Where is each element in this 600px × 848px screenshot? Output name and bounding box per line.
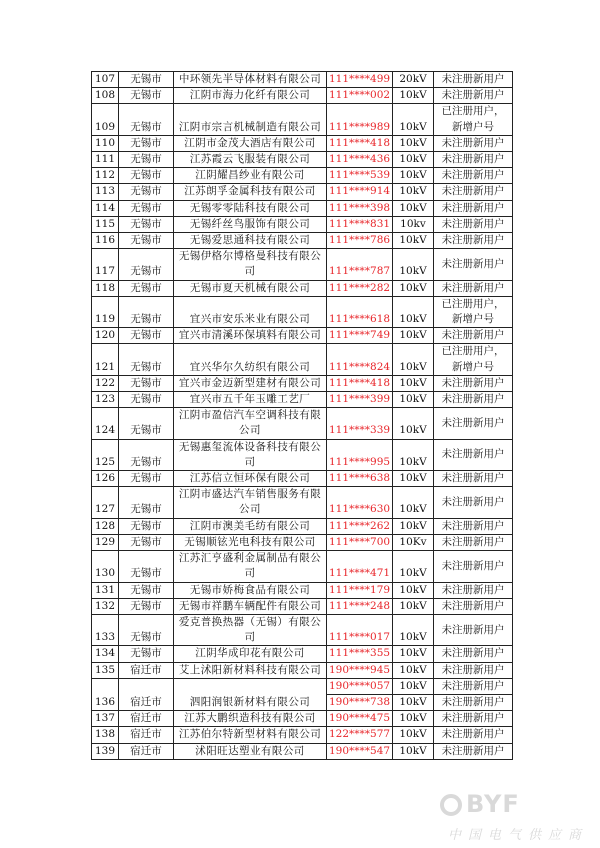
table-row (92, 216, 513, 232)
table-row (92, 168, 513, 184)
table-row (92, 534, 513, 550)
city-cell: 宿迁市 (119, 743, 174, 759)
phone-cell: 111****749 (327, 328, 393, 344)
company-name-cell: 无锡惠玺流体设备科技有限公司 (174, 439, 327, 470)
voltage-cell: 10kV (393, 614, 434, 645)
row-number: 134 (92, 646, 119, 662)
company-name-cell: 中环领先半导体材料有限公司 (174, 72, 327, 88)
row-number: 137 (92, 711, 119, 727)
company-name-cell: 江阴华成印花有限公司 (174, 646, 327, 662)
city-cell: 无锡市 (119, 296, 174, 327)
phone-cell: 111****418 (327, 135, 393, 151)
status-cell: 未注册新用户 (434, 200, 513, 216)
company-name-cell: 江阴市海力化纤有限公司 (174, 88, 327, 104)
voltage-cell: 10kV (393, 152, 434, 168)
row-number: 121 (92, 344, 119, 375)
city-cell: 无锡市 (119, 184, 174, 200)
row-number: 131 (92, 582, 119, 598)
status-cell: 未注册新用户 (434, 216, 513, 232)
table-row (92, 249, 513, 280)
city-cell: 无锡市 (119, 104, 174, 135)
phone-cell: 111****989 (327, 104, 393, 135)
status-cell: 未注册新用户 (434, 598, 513, 614)
city-cell: 无锡市 (119, 280, 174, 296)
company-name-cell: 宜兴市五千年玉雕工艺厂 (174, 392, 327, 408)
status-cell: 未注册新用户 (434, 694, 513, 710)
company-name-cell: 江苏信立恒环保有限公司 (174, 471, 327, 487)
city-cell: 无锡市 (119, 518, 174, 534)
city-cell: 无锡市 (119, 646, 174, 662)
status-cell: 未注册新用户 (434, 88, 513, 104)
city-cell: 无锡市 (119, 551, 174, 582)
status-cell: 未注册新用户 (434, 152, 513, 168)
status-cell: 未注册新用户 (434, 646, 513, 662)
city-cell: 无锡市 (119, 614, 174, 645)
table-row (92, 646, 513, 662)
voltage-cell: 10kV (393, 344, 434, 375)
row-number: 116 (92, 233, 119, 249)
status-cell: 已注册用户， 新增户号 (434, 296, 513, 327)
company-name-cell: 江苏伯尔特新型材料有限公司 (174, 727, 327, 743)
status-cell: 已注册用户， 新增户号 (434, 104, 513, 135)
table-row (92, 598, 513, 614)
table-row (92, 200, 513, 216)
voltage-cell: 10kV (393, 168, 434, 184)
row-number: 117 (92, 249, 119, 280)
table-row (92, 328, 513, 344)
phone-cell: 111****786 (327, 233, 393, 249)
voltage-cell: 10kV (393, 646, 434, 662)
row-number: 135 (92, 662, 119, 678)
table-row (92, 280, 513, 296)
status-cell: 未注册新用户 (434, 662, 513, 678)
phone-cell: 111****638 (327, 471, 393, 487)
voltage-cell: 10kV (393, 662, 434, 678)
status-cell: 未注册新用户 (434, 487, 513, 518)
city-cell: 宿迁市 (119, 678, 174, 710)
phone-cell: 111****831 (327, 216, 393, 232)
customer-table (91, 71, 513, 760)
voltage-cell: 10kV (393, 439, 434, 470)
voltage-cell: 10Kv (393, 534, 434, 550)
table-row (92, 487, 513, 518)
table-row (92, 72, 513, 88)
voltage-cell: 10kV (393, 135, 434, 151)
table-row (92, 152, 513, 168)
byf-logo-icon: BYF (440, 790, 520, 818)
city-cell: 无锡市 (119, 534, 174, 550)
status-cell: 未注册新用户 (434, 375, 513, 391)
company-name-cell: 沭阳旺达塑业有限公司 (174, 743, 327, 759)
watermark-tagline: 中国电气供应商 (448, 828, 589, 843)
city-cell: 宿迁市 (119, 662, 174, 678)
city-cell: 无锡市 (119, 392, 174, 408)
table-row (92, 344, 513, 375)
row-number: 123 (92, 392, 119, 408)
company-name-cell: 无锡顺铉光电科技有限公司 (174, 534, 327, 550)
table-row (92, 392, 513, 408)
city-cell: 无锡市 (119, 233, 174, 249)
city-cell: 无锡市 (119, 328, 174, 344)
table-row (92, 678, 513, 694)
row-number: 138 (92, 727, 119, 743)
company-name-cell: 宜兴市金迈新型建材有限公司 (174, 375, 327, 391)
row-number: 124 (92, 408, 119, 439)
company-name-cell: 江苏霞云飞服装有限公司 (174, 152, 327, 168)
status-cell: 未注册新用户 (434, 184, 513, 200)
row-number: 128 (92, 518, 119, 534)
status-cell: 未注册新用户 (434, 233, 513, 249)
voltage-cell: 10kV (393, 249, 434, 280)
status-cell: 未注册新用户 (434, 711, 513, 727)
city-cell: 无锡市 (119, 200, 174, 216)
table-row (92, 375, 513, 391)
phone-cell: 111****914 (327, 184, 393, 200)
table-row (92, 518, 513, 534)
voltage-cell: 10kV (393, 200, 434, 216)
row-number: 114 (92, 200, 119, 216)
phone-cell: 111****539 (327, 168, 393, 184)
phone-cell: 111****700 (327, 534, 393, 550)
row-number: 109 (92, 104, 119, 135)
voltage-cell: 10kV (393, 551, 434, 582)
voltage-cell: 10kV (393, 296, 434, 327)
company-name-cell: 无锡市娇梅食品有限公司 (174, 582, 327, 598)
voltage-cell: 10kV (393, 408, 434, 439)
voltage-cell: 10kV (393, 375, 434, 391)
row-number: 133 (92, 614, 119, 645)
voltage-cell: 10kV (393, 471, 434, 487)
voltage-cell: 10kV (393, 328, 434, 344)
status-cell: 未注册新用户 (434, 168, 513, 184)
watermark-logo (440, 790, 590, 846)
voltage-cell: 10kV (393, 582, 434, 598)
company-name-cell: 江阴耀昌纱业有限公司 (174, 168, 327, 184)
table-row (92, 662, 513, 678)
status-cell: 未注册新用户 (434, 72, 513, 88)
city-cell: 无锡市 (119, 344, 174, 375)
row-number: 120 (92, 328, 119, 344)
status-cell: 未注册新用户 (434, 614, 513, 645)
table-body (92, 72, 513, 760)
city-cell: 无锡市 (119, 216, 174, 232)
status-cell: 未注册新用户 (434, 135, 513, 151)
table-row (92, 296, 513, 327)
city-cell: 无锡市 (119, 72, 174, 88)
phone-cell: 111****179 (327, 582, 393, 598)
voltage-cell: 10kV (393, 518, 434, 534)
status-cell: 未注册新用户 (434, 534, 513, 550)
row-number: 113 (92, 184, 119, 200)
company-name-cell: 无锡市祥鹏车辆配件有限公司 (174, 598, 327, 614)
voltage-cell: 10kV (393, 88, 434, 104)
phone-cell: 111****399 (327, 392, 393, 408)
row-number: 125 (92, 439, 119, 470)
company-name-cell: 宜兴市清溪环保填料有限公司 (174, 328, 327, 344)
company-name-cell: 宜兴华尔久纺织有限公司 (174, 344, 327, 375)
table-row (92, 408, 513, 439)
company-name-cell: 爱克普换热器（无锡）有限公司 (174, 614, 327, 645)
status-cell: 未注册新用户 (434, 408, 513, 439)
voltage-cell: 10kV (393, 711, 434, 727)
city-cell: 无锡市 (119, 471, 174, 487)
row-number: 132 (92, 598, 119, 614)
company-name-cell: 无锡市夏天机械有限公司 (174, 280, 327, 296)
phone-cell: 111****248 (327, 598, 393, 614)
row-number: 139 (92, 743, 119, 759)
voltage-cell: 20kV (393, 72, 434, 88)
status-cell: 未注册新用户 (434, 582, 513, 598)
phone-cell: 111****471 (327, 551, 393, 582)
voltage-cell: 10kV (393, 233, 434, 249)
phone-cell: 111****017 (327, 614, 393, 645)
table-row (92, 135, 513, 151)
company-name-cell: 无锡爱思通科技有限公司 (174, 233, 327, 249)
row-number: 122 (92, 375, 119, 391)
row-number: 111 (92, 152, 119, 168)
city-cell: 无锡市 (119, 88, 174, 104)
city-cell: 无锡市 (119, 582, 174, 598)
table-row (92, 743, 513, 759)
city-cell: 宿迁市 (119, 727, 174, 743)
city-cell: 无锡市 (119, 408, 174, 439)
city-cell: 宿迁市 (119, 711, 174, 727)
phone-cell: 111****436 (327, 152, 393, 168)
company-name-cell: 江阴市盈信汽车空调科技有限公司 (174, 408, 327, 439)
phone-cell: 111****355 (327, 646, 393, 662)
table-row (92, 104, 513, 135)
company-name-cell: 江苏汇亨盛利金属制品有限公司 (174, 551, 327, 582)
voltage-cell: 10kV (393, 727, 434, 743)
row-number: 112 (92, 168, 119, 184)
company-name-cell: 无锡零零陆科技有限公司 (174, 200, 327, 216)
status-cell: 未注册新用户 (434, 392, 513, 408)
table-row (92, 471, 513, 487)
status-cell: 已注册用户， 新增户号 (434, 344, 513, 375)
table-row (92, 551, 513, 582)
status-cell: 未注册新用户 (434, 518, 513, 534)
status-cell: 未注册新用户 (434, 471, 513, 487)
row-number: 107 (92, 72, 119, 88)
row-number: 115 (92, 216, 119, 232)
voltage-cell: 10kV (393, 598, 434, 614)
phone-cell: 111****499 (327, 72, 393, 88)
phone-cell: 111****995 (327, 439, 393, 470)
phone-cell: 111****418 (327, 375, 393, 391)
company-name-cell: 江阴市金茂大酒店有限公司 (174, 135, 327, 151)
voltage-cell: 10kV (393, 184, 434, 200)
company-name-cell: 江阴市盛达汽车销售服务有限公司 (174, 487, 327, 518)
table-row (92, 711, 513, 727)
company-name-cell: 无锡伊格尔博格曼科技有限公司 (174, 249, 327, 280)
phone-cell: 111****282 (327, 280, 393, 296)
voltage-cell: 10kV (393, 487, 434, 518)
phone-cell: 122****577 (327, 727, 393, 743)
phone-cell: 111****618 (327, 296, 393, 327)
status-cell: 未注册新用户 (434, 678, 513, 694)
city-cell: 无锡市 (119, 249, 174, 280)
phone-cell: 190****057 (327, 678, 393, 694)
company-name-cell: 江苏大鹏织造科技有限公司 (174, 711, 327, 727)
row-number: 129 (92, 534, 119, 550)
voltage-cell: 10kV (393, 678, 434, 694)
status-cell: 未注册新用户 (434, 551, 513, 582)
table-row (92, 88, 513, 104)
voltage-cell: 10kv (393, 216, 434, 232)
voltage-cell: 10kV (393, 104, 434, 135)
phone-cell: 111****262 (327, 518, 393, 534)
company-name-cell: 无锡纤丝鸟服饰有限公司 (174, 216, 327, 232)
phone-cell: 190****475 (327, 711, 393, 727)
city-cell: 无锡市 (119, 152, 174, 168)
city-cell: 无锡市 (119, 487, 174, 518)
row-number: 126 (92, 471, 119, 487)
city-cell: 无锡市 (119, 375, 174, 391)
row-number: 110 (92, 135, 119, 151)
company-name-cell: 江阴市宗言机械制造有限公司 (174, 104, 327, 135)
company-name-cell: 艾上沭阳新材料科技有限公司 (174, 662, 327, 678)
phone-cell: 111****002 (327, 88, 393, 104)
voltage-cell: 10kV (393, 392, 434, 408)
voltage-cell: 10kV (393, 694, 434, 710)
table-row (92, 233, 513, 249)
city-cell: 无锡市 (119, 135, 174, 151)
row-number: 130 (92, 551, 119, 582)
city-cell: 无锡市 (119, 439, 174, 470)
phone-cell: 111****398 (327, 200, 393, 216)
phone-cell: 190****547 (327, 743, 393, 759)
company-name-cell: 宜兴市安乐米业有限公司 (174, 296, 327, 327)
company-name-cell: 江阴市澳美毛纺有限公司 (174, 518, 327, 534)
city-cell: 无锡市 (119, 168, 174, 184)
table-row (92, 614, 513, 645)
status-cell: 未注册新用户 (434, 249, 513, 280)
row-number: 118 (92, 280, 119, 296)
status-cell: 未注册新用户 (434, 280, 513, 296)
table-row (92, 727, 513, 743)
status-cell: 未注册新用户 (434, 743, 513, 759)
row-number: 108 (92, 88, 119, 104)
phone-cell: 190****945 (327, 662, 393, 678)
phone-cell: 111****630 (327, 487, 393, 518)
table-row (92, 184, 513, 200)
city-cell: 无锡市 (119, 598, 174, 614)
row-number: 136 (92, 678, 119, 710)
phone-cell: 111****339 (327, 408, 393, 439)
company-name-cell: 泗阳润银新材料有限公司 (174, 678, 327, 710)
table-row (92, 439, 513, 470)
status-cell: 未注册新用户 (434, 328, 513, 344)
row-number: 119 (92, 296, 119, 327)
phone-cell: 190****738 (327, 694, 393, 710)
row-number: 127 (92, 487, 119, 518)
status-cell: 未注册新用户 (434, 727, 513, 743)
table-row (92, 582, 513, 598)
phone-cell: 111****787 (327, 249, 393, 280)
phone-cell: 111****824 (327, 344, 393, 375)
voltage-cell: 10kV (393, 280, 434, 296)
status-cell: 未注册新用户 (434, 439, 513, 470)
voltage-cell: 10kV (393, 743, 434, 759)
company-name-cell: 江苏朗孚金属科技有限公司 (174, 184, 327, 200)
